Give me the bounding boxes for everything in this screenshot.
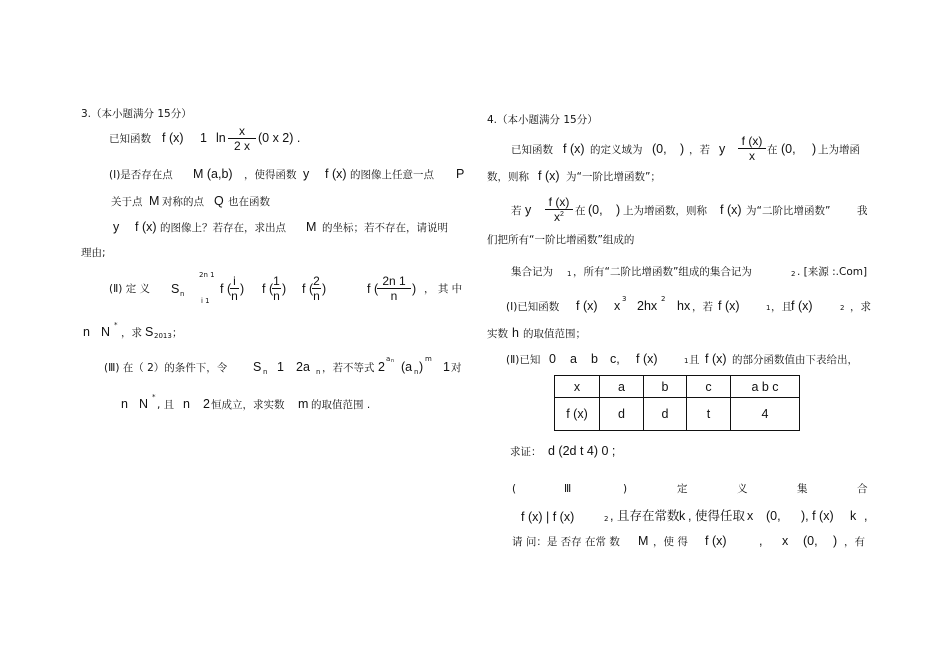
y-fx-over-x-squared-fraction: f (x) $x^2$ [545,196,573,223]
sum-term-2n-1-over-n: 2n 1 n [377,275,411,302]
sum-term-i-over-n: i n [231,274,238,303]
table-cell: f (x) [555,398,600,431]
y-fx-over-x-fraction: f (x) x [738,135,766,162]
intro-pre: 已知函数 [109,133,151,145]
table-row [555,376,800,398]
problem-4-header: 4.（本小题满分 15分） [487,114,598,126]
table-cell: 4 [731,398,800,431]
intro-one: 1 [200,131,207,145]
table-row [555,398,800,431]
sum-term-2-over-n: 2 n [313,274,320,303]
table-cell: d [600,398,644,431]
intro-ln: ln [216,131,226,145]
intro-fraction: x 2 x [228,125,256,152]
table-cell: a b c [731,376,800,398]
problem-3-header: 3.（本小题满分 15分） [81,108,192,120]
intro-fx: f (x) [162,131,184,145]
table-cell: t [687,398,731,431]
intro-domain: (0 x 2) . [258,131,301,145]
table-cell: b [644,376,687,398]
table-cell: a [600,376,644,398]
sum-term-1-over-n: 1 n [273,274,280,303]
function-value-table [554,375,800,431]
table-cell: x [555,376,600,398]
table-cell: c [687,376,731,398]
table-cell: d [644,398,687,431]
